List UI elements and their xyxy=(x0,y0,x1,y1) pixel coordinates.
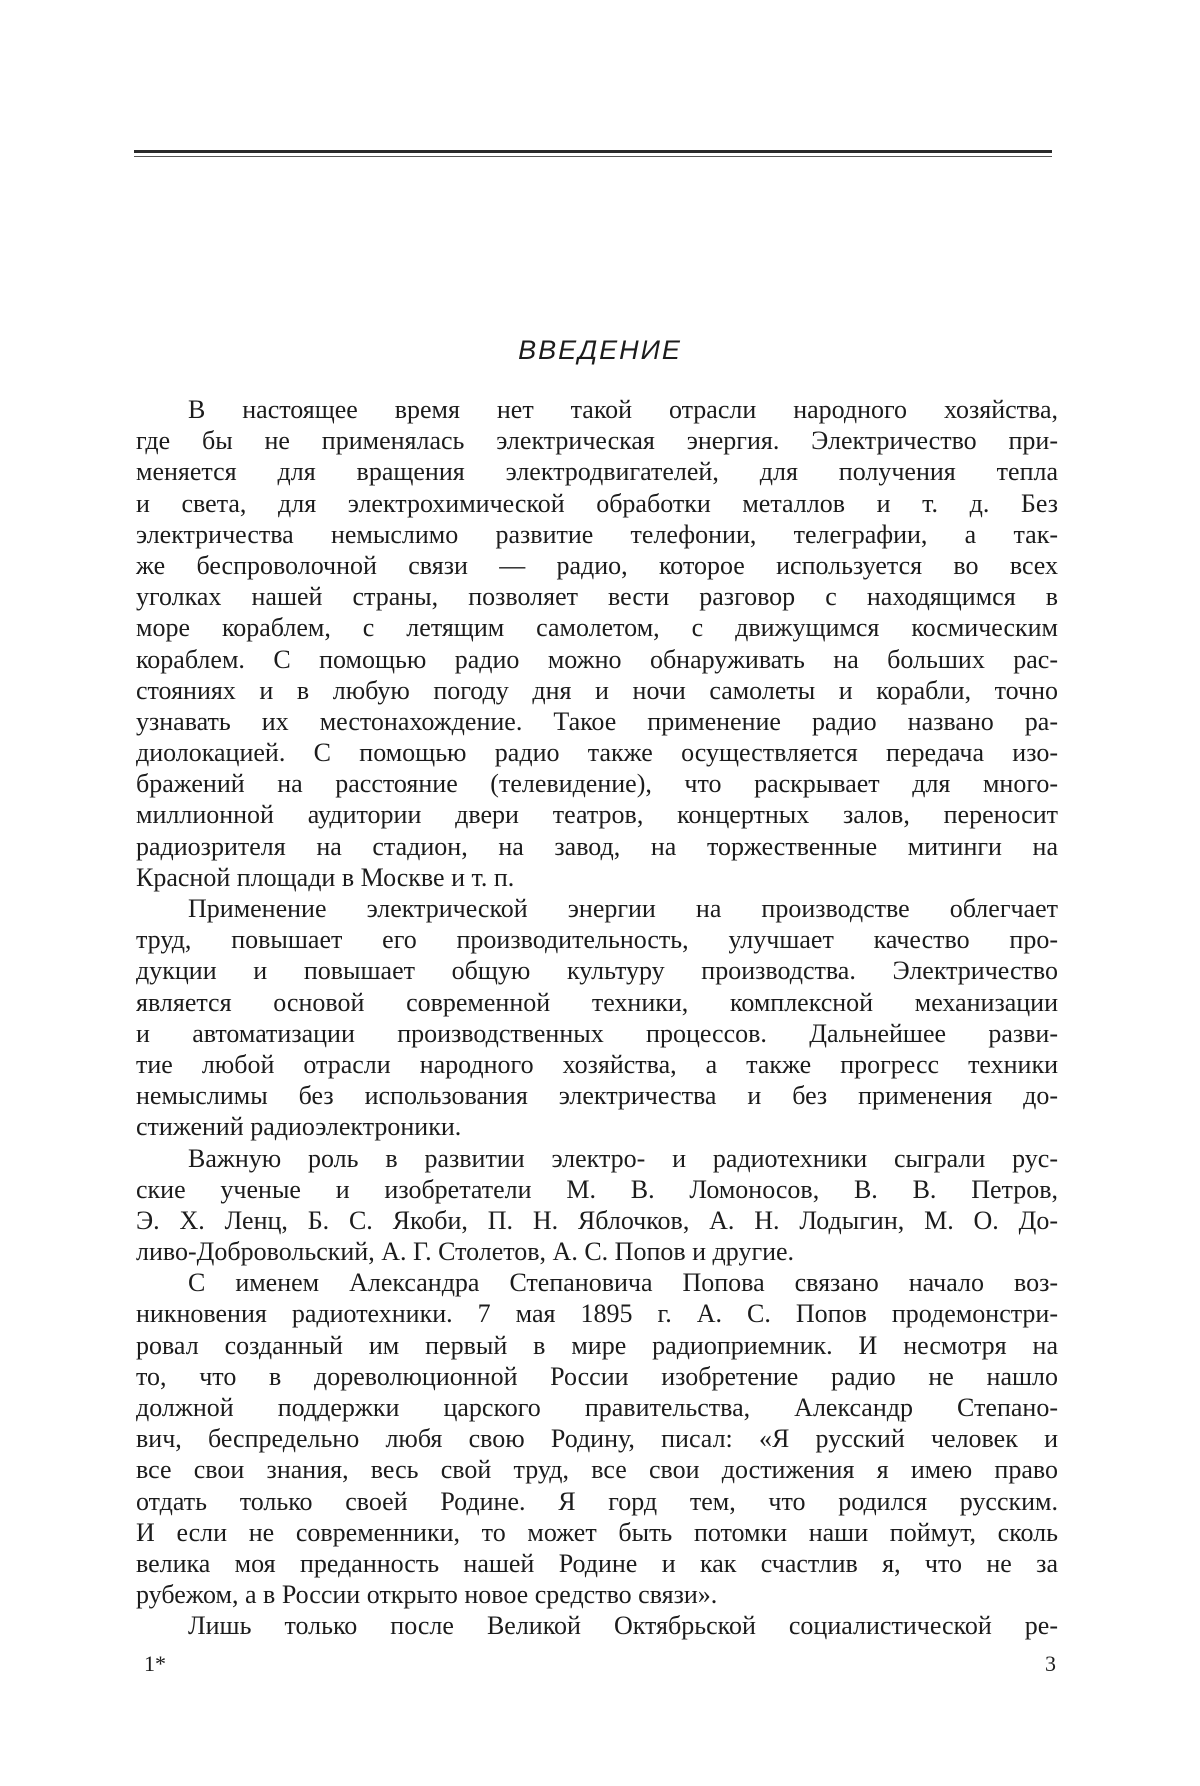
text-line: является основой современной техники, комплексной механизации xyxy=(136,987,1058,1017)
top-rule-thick xyxy=(134,150,1052,153)
text-line: С именем Александра Степановича Попова связано начало воз- xyxy=(188,1268,1058,1298)
text-line: и света, для электрохимической обработки металлов и т. д. Без xyxy=(136,488,1058,518)
text-line: миллионной аудитории двери театров, концертных залов, переносит xyxy=(136,800,1058,830)
text-line: Э. Х. Ленц, Б. С. Якоби, П. Н. Яблочков, А. Н. Лодыгин, М. О. До- xyxy=(136,1205,1058,1235)
text-line: стижений радиоэлектроники. xyxy=(136,1112,462,1142)
text-line: и автоматизации производственных процессов. Дальнейшее разви- xyxy=(136,1018,1058,1048)
text-line: же беспроволочной связи — радио, которое используется во всех xyxy=(136,550,1058,580)
text-line: вич, беспредельно любя свою Родину, писал: «Я русский человек и xyxy=(136,1424,1058,1454)
text-line: море кораблем, с летящим самолетом, с движущимся космическим xyxy=(136,613,1058,643)
text-line: диолокацией. С помощью радио также осуществляется передача изо- xyxy=(136,738,1058,768)
text-line: велика моя преданность нашей Родине и как счастлив я, что не за xyxy=(136,1548,1058,1578)
text-line: никновения радиотехники. 7 мая 1895 г. А. С. Попов продемонстри- xyxy=(136,1299,1058,1329)
text-line: ские ученые и изобретатели М. В. Ломоносов, В. В. Петров, xyxy=(136,1174,1058,1204)
text-line: ровал созданный им первый в мире радиоприемник. И несмотря на xyxy=(136,1330,1058,1360)
top-rule xyxy=(134,150,1052,157)
text-line: должной поддержки царского правительства, Александр Степано- xyxy=(136,1393,1058,1422)
text-line: дукции и повышает общую культуру производства. Электричество xyxy=(136,956,1058,986)
text-line: уголках нашей страны, позволяет вести разговор с находящимся в xyxy=(136,582,1058,612)
text-line: меняется для вращения электродвигателей, для получения тепла xyxy=(136,457,1058,487)
text-line: отдать только своей Родине. Я горд тем, что родился русским. xyxy=(136,1486,1058,1516)
text-line: то, что в дореволюционной России изобретение радио не нашло xyxy=(136,1361,1058,1391)
text-line: стояниях и в любую погоду дня и ночи самолеты и корабли, точно xyxy=(136,675,1058,705)
top-rule-thin xyxy=(134,156,1052,157)
text-line: Важную роль в развитии электро- и радиотехники сыграли рус- xyxy=(188,1143,1058,1173)
text-line: рубежом, а в России открыто новое средство связи». xyxy=(136,1580,718,1610)
text-line: где бы не применялась электрическая энергия. Электричество при- xyxy=(136,426,1058,456)
text-line: В настоящее время нет такой отрасли народного хозяйства, xyxy=(188,395,1058,424)
text-line: все свои знания, весь свой труд, все свои достижения я имею право xyxy=(136,1455,1058,1485)
text-line: Применение электрической энергии на производстве облегчает xyxy=(188,894,1058,923)
chapter-heading: ВВЕДЕНИЕ xyxy=(518,335,682,365)
text-line: тие любой отрасли народного хозяйства, а также прогресс техники xyxy=(136,1049,1058,1079)
text-line: немыслимы без использования электричества и без применения до- xyxy=(136,1081,1058,1111)
text-line: бражений на расстояние (телевидение), что раскрывает для много- xyxy=(136,769,1058,799)
text-line: труд, повышает его производительность, улучшает качество про- xyxy=(136,925,1058,955)
signature-mark: 1* xyxy=(144,1651,166,1676)
page-number: 3 xyxy=(1045,1651,1056,1676)
text-line: ливо-Добровольский, А. Г. Столетов, А. С. Попов и другие. xyxy=(136,1237,795,1267)
text-line: узнавать их местонахождение. Такое применение радио названо ра- xyxy=(136,706,1058,736)
text-line: И если не современники, то может быть потомки наши поймут, сколь xyxy=(136,1517,1058,1547)
body-text xyxy=(136,394,1058,1642)
text-line: Лишь только после Великой Октябрьской социалистической ре- xyxy=(188,1611,1058,1641)
text-line: кораблем. С помощью радио можно обнаруживать на больших рас- xyxy=(136,644,1058,674)
text-line: радиозрителя на стадион, на завод, на торжественные митинги на xyxy=(136,831,1058,861)
text-line: Красной площади в Москве и т. п. xyxy=(136,862,515,892)
text-line: электричества немыслимо развитие телефонии, телеграфии, а так- xyxy=(136,519,1058,549)
